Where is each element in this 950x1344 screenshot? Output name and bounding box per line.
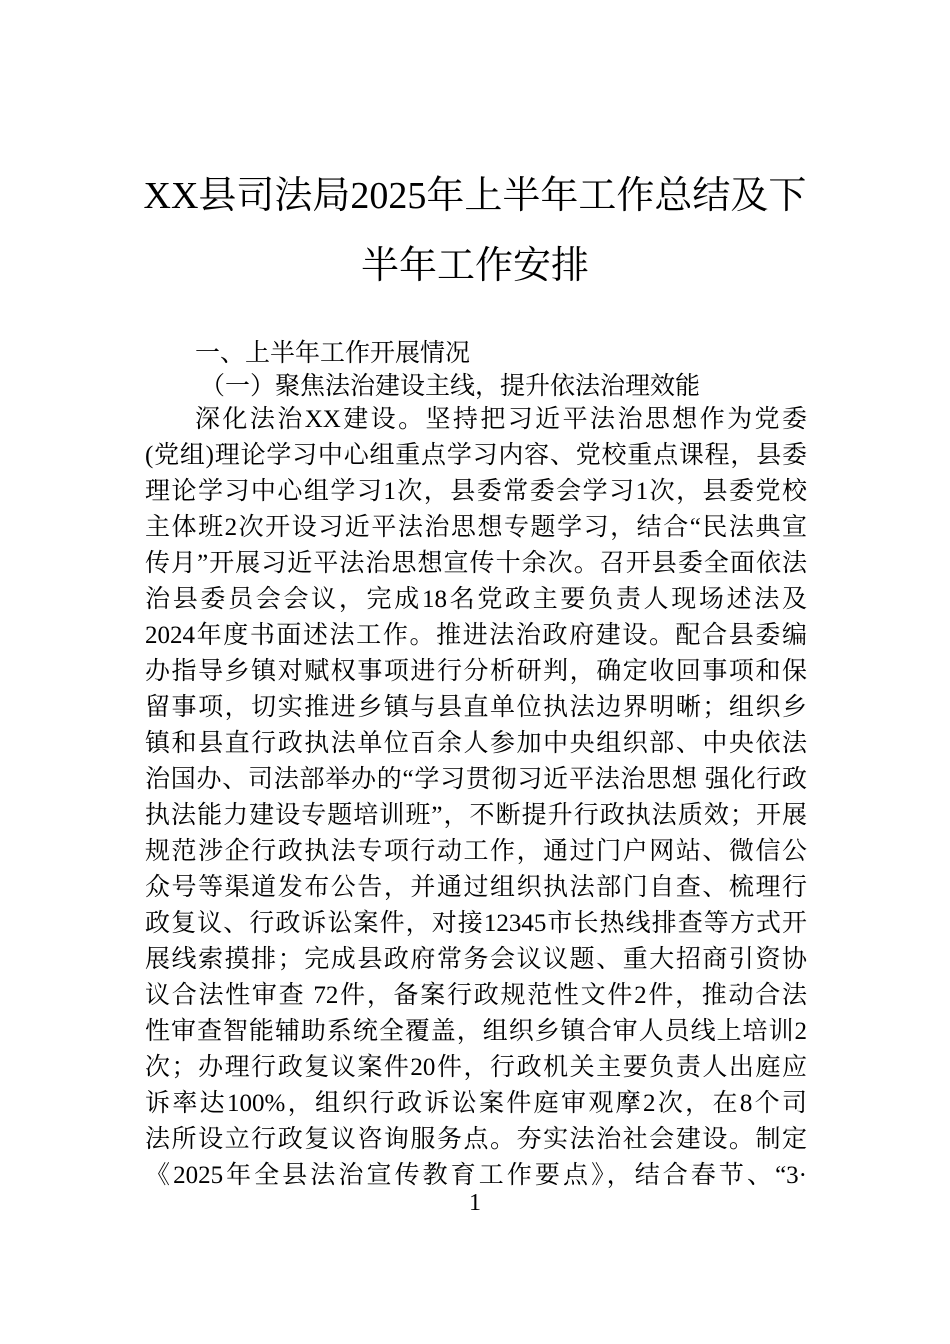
paragraph-line: 《2025年全县法治宣传教育工作要点》，结合春节、“3· — [145, 1162, 807, 1189]
paragraph-line: 留事项，切实推进乡镇与县直单位执法边界明晰；组织乡 — [145, 694, 807, 721]
paragraph-line: 理论学习中心组学习1次，县委常委会学习1次，县委党校 — [145, 478, 807, 505]
paragraph-line: 次；办理行政复议案件20件，行政机关主要负责人出庭应 — [145, 1054, 807, 1081]
paragraph-line: 政复议、行政诉讼案件，对接12345市长热线排查等方式开 — [145, 910, 807, 937]
paragraph-line: 传月”开展习近平法治思想宣传十余次。召开县委全面依法 — [145, 550, 807, 577]
paragraph-line: 镇和县直行政执法单位百余人参加中央组织部、中央依法 — [145, 730, 807, 757]
paragraph-line: 办指导乡镇对赋权事项进行分析研判，确定收回事项和保 — [145, 658, 807, 685]
document-title-line-1: XX县司法局2025年上半年工作总结及下 — [143, 175, 807, 217]
paragraph-line: 深化法治XX建设。坚持把习近平法治思想作为党委 — [195, 406, 807, 433]
paragraph-line: (党组)理论学习中心组重点学习内容、党校重点课程，县委 — [145, 442, 807, 469]
paragraph-line: 法所设立行政复议咨询服务点。夯实法治社会建设。制定 — [145, 1126, 807, 1153]
paragraph-line: 治县委员会会议，完成18名党政主要负责人现场述法及 — [145, 586, 807, 613]
paragraph-line: 展线索摸排；完成县政府常务会议议题、重大招商引资协 — [145, 946, 807, 973]
paragraph-line: 治国办、司法部举办的“学习贯彻习近平法治思想 强化行政 — [145, 766, 807, 793]
paragraph-line: 性审查智能辅助系统全覆盖，组织乡镇合审人员线上培训2 — [145, 1018, 807, 1045]
paragraph-line: 规范涉企行政执法专项行动工作，通过门户网站、微信公 — [145, 838, 807, 865]
section-heading: 一、上半年工作开展情况 — [195, 340, 471, 367]
paragraph-line: 众号等渠道发布公告，并通过组织执法部门自查、梳理行 — [145, 874, 807, 901]
document-title-line-2: 半年工作安排 — [360, 245, 589, 287]
paragraph-line: 执法能力建设专题培训班”，不断提升行政执法质效；开展 — [145, 802, 807, 829]
paragraph-line: 2024年度书面述法工作。推进法治政府建设。配合县委编 — [145, 622, 807, 649]
paragraph-line: 诉率达100%，组织行政诉讼案件庭审观摩2次，在8个司 — [145, 1090, 807, 1117]
page-number: 1 — [469, 1190, 481, 1216]
subsection-heading: （一）聚焦法治建设主线，提升依法治理效能 — [200, 373, 701, 400]
paragraph-line: 主体班2次开设习近平法治思想专题学习，结合“民法典宣 — [145, 514, 807, 541]
paragraph-line: 议合法性审查 72件，备案行政规范性文件2件，推动合法 — [145, 982, 807, 1009]
